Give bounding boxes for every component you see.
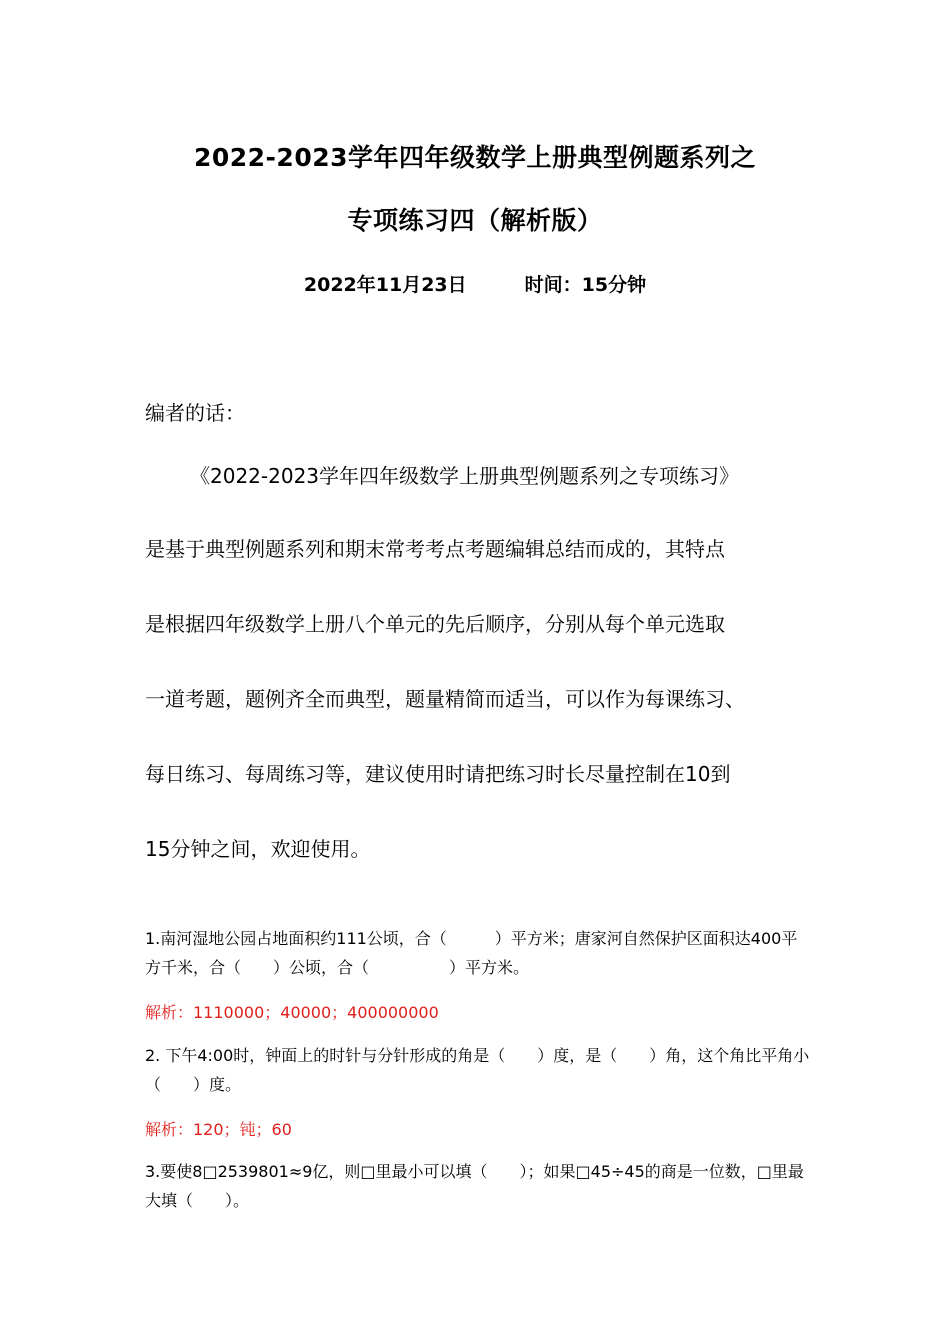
answer-2: 解析：120；钝；60	[145, 1120, 292, 1139]
answer-1: 解析：1110000；40000；400000000	[145, 1003, 439, 1022]
time-text: 时间：15分钟	[524, 274, 647, 296]
title-line-2: 专项练习四（解析版）	[347, 206, 603, 235]
question-1: 1.南河湿地公园占地面积约111公顷，合（ ）平方米；唐家河自然保护区面积达400平方千米，合（ ）公顷，合（ ）平方米。	[145, 929, 798, 977]
question-2: 2. 下午4:00时，钟面上的时针与分针形成的角是（ ）度，是（ ）角，这个角比平角小（ ）度。	[145, 1046, 810, 1094]
preface-line: 是基于典型例题系列和期末常考考点考题编辑总结而成的，其特点	[145, 537, 725, 561]
preface-line: 每日练习、每周练习等，建议使用时请把练习时长尽量控制在10到	[145, 762, 731, 786]
preface-line: 一道考题，题例齐全而典型，题量精简而适当，可以作为每课练习、	[145, 687, 745, 711]
date-text: 2022年11月23日	[303, 274, 467, 296]
preface-line: 是根据四年级数学上册八个单元的先后顺序，分别从每个单元选取	[145, 612, 725, 636]
title-line-1: 2022-2023学年四年级数学上册典型例题系列之	[193, 143, 757, 172]
question-3: 3.要使8□2539801≈9亿，则□里最小可以填（ ）；如果□45÷45的商是一位数，□里最大填（ ）。	[145, 1162, 804, 1210]
preface-line: 15分钟之间，欢迎使用。	[145, 837, 371, 861]
preface-heading: 编者的话：	[145, 401, 245, 425]
preface-line: 《2022-2023学年四年级数学上册典型例题系列之专项练习》	[190, 464, 740, 488]
meta-line	[0, 270, 950, 297]
